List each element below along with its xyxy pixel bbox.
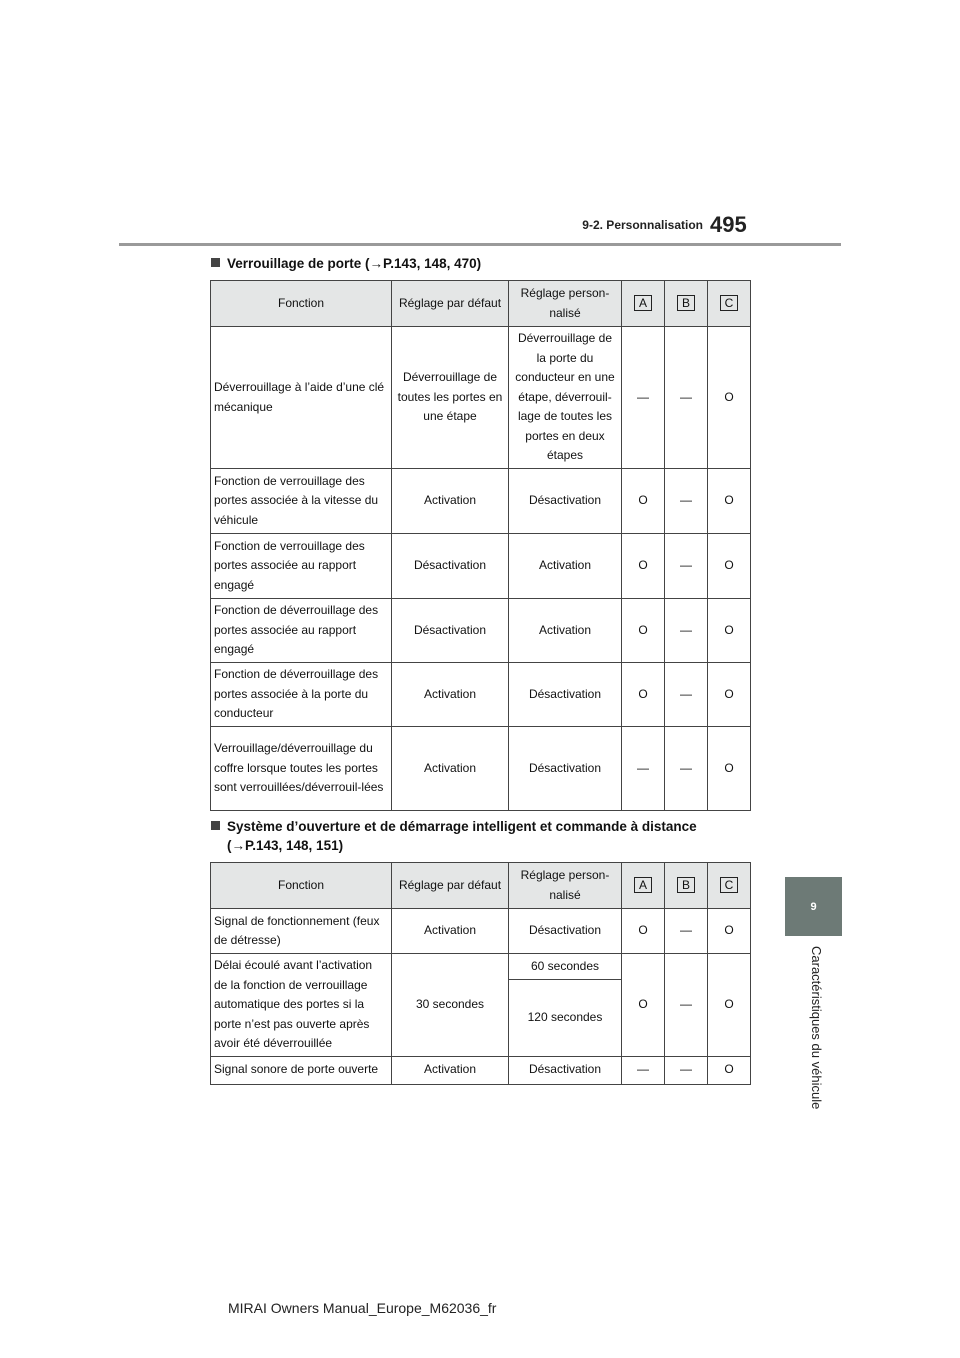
cell-a: O xyxy=(622,663,665,727)
column-header-custom: Réglage person-nalisé xyxy=(509,281,622,327)
square-bullet-icon xyxy=(211,258,220,267)
page-number: 495 xyxy=(710,212,747,237)
cell-b: — xyxy=(665,534,708,599)
cell-c: O xyxy=(708,534,751,599)
chapter-tab xyxy=(785,877,842,936)
cell-c: O xyxy=(708,663,751,727)
cell-custom: Désactivation xyxy=(509,909,622,954)
cell-custom: 60 secondes xyxy=(509,954,622,980)
table-row xyxy=(211,954,751,980)
cell-b: — xyxy=(665,727,708,811)
cell-custom: Activation xyxy=(509,599,622,663)
cell-custom: Activation xyxy=(509,534,622,599)
cell-function: Signal sonore de porte ouverte xyxy=(211,1056,392,1084)
cell-c: O xyxy=(708,1056,751,1084)
cell-custom: Déverrouillage de la porte du conducteur en une étape, déverrouil-lage de toutes les portes en deux étapes xyxy=(509,327,622,469)
cell-default: Activation xyxy=(392,727,509,811)
cell-function: Verrouillage/déverrouillage du coffre lorsque toutes les portes sont verrouillées/déverrouil-lées xyxy=(211,727,392,811)
cell-b: — xyxy=(665,909,708,954)
cell-function: Déverrouillage à l’aide d’une clé mécanique xyxy=(211,327,392,469)
document-footer: MIRAI Owners Manual_Europe_M62036_fr xyxy=(228,1300,497,1316)
cell-default: Déverrouillage de toutes les portes en une étape xyxy=(392,327,509,469)
cell-c: O xyxy=(708,954,751,1057)
cell-default: Activation xyxy=(392,469,509,534)
cell-function: Signal de fonctionnement (feux de détresse) xyxy=(211,909,392,954)
cell-default: Activation xyxy=(392,663,509,727)
cell-b: — xyxy=(665,327,708,469)
cell-default: Activation xyxy=(392,909,509,954)
header-divider xyxy=(119,243,841,246)
cell-custom: Désactivation xyxy=(509,469,622,534)
cell-b: — xyxy=(665,663,708,727)
section-title-line1: Système d’ouverture et de démarrage intelligent et commande à distance xyxy=(227,819,697,834)
cell-function: Fonction de déverrouillage des portes associée à la porte du conducteur xyxy=(211,663,392,727)
boxed-letter-a: A xyxy=(634,877,652,893)
section-heading-door-lock xyxy=(211,254,481,273)
cell-a: — xyxy=(622,727,665,811)
cell-c: O xyxy=(708,469,751,534)
cell-a: — xyxy=(622,1056,665,1084)
table-row xyxy=(211,599,751,663)
boxed-letter-c: C xyxy=(720,877,738,893)
cell-function: Fonction de verrouillage des portes associée à la vitesse du véhicule xyxy=(211,469,392,534)
cell-b: — xyxy=(665,1056,708,1084)
cell-default: Activation xyxy=(392,1056,509,1084)
smart-entry-settings-table xyxy=(210,862,751,1085)
column-header-custom: Réglage person-nalisé xyxy=(509,863,622,909)
cell-function: Délai écoulé avant l’activation de la fonction de verrouillage automatique des portes si la porte n’est pas ouverte après avoir été déverrouillée xyxy=(211,954,392,1057)
table-row xyxy=(211,1056,751,1084)
cell-default: Désactivation xyxy=(392,599,509,663)
cell-a: O xyxy=(622,909,665,954)
boxed-letter-b: B xyxy=(677,877,695,893)
cell-b: — xyxy=(665,599,708,663)
cell-default: 30 secondes xyxy=(392,954,509,1057)
table-header-row xyxy=(211,281,751,327)
cell-default: Désactivation xyxy=(392,534,509,599)
table-row xyxy=(211,469,751,534)
column-header-b xyxy=(665,863,708,909)
cell-a: O xyxy=(622,469,665,534)
cell-a: O xyxy=(622,954,665,1057)
chapter-number: 9 xyxy=(810,900,817,913)
cell-custom: 120 secondes xyxy=(509,980,622,1056)
table-row xyxy=(211,727,751,811)
cell-a: O xyxy=(622,599,665,663)
column-header-a xyxy=(622,863,665,909)
cell-c: O xyxy=(708,727,751,811)
cell-custom: Désactivation xyxy=(509,1056,622,1084)
cell-a: O xyxy=(622,534,665,599)
cell-custom: Désactivation xyxy=(509,727,622,811)
cell-function: Fonction de déverrouillage des portes associée au rapport engagé xyxy=(211,599,392,663)
cell-c: O xyxy=(708,909,751,954)
cell-c: O xyxy=(708,599,751,663)
section-title: Verrouillage de porte (→P.143, 148, 470) xyxy=(227,256,482,271)
column-header-c xyxy=(708,281,751,327)
boxed-letter-c: C xyxy=(720,295,738,311)
table-row xyxy=(211,327,751,469)
column-header-function: Fonction xyxy=(211,281,392,327)
cell-custom: Désactivation xyxy=(509,663,622,727)
boxed-letter-a: A xyxy=(634,295,652,311)
column-header-default: Réglage par défaut xyxy=(392,863,509,909)
cell-c: O xyxy=(708,327,751,469)
section-heading-smart-entry xyxy=(211,817,697,855)
column-header-b xyxy=(665,281,708,327)
table-row xyxy=(211,663,751,727)
cell-a: — xyxy=(622,327,665,469)
table-row xyxy=(211,909,751,954)
column-header-function: Fonction xyxy=(211,863,392,909)
column-header-default: Réglage par défaut xyxy=(392,281,509,327)
boxed-letter-b: B xyxy=(677,295,695,311)
square-bullet-icon xyxy=(211,821,220,830)
column-header-c xyxy=(708,863,751,909)
cell-b: — xyxy=(665,954,708,1057)
table-header-row xyxy=(211,863,751,909)
cell-function: Fonction de verrouillage des portes associée au rapport engagé xyxy=(211,534,392,599)
table-row xyxy=(211,534,751,599)
running-header-section: 9-2. Personnalisation xyxy=(582,218,703,232)
section-title-line2: (→P.143, 148, 151) xyxy=(227,838,344,853)
column-header-a xyxy=(622,281,665,327)
cell-b: — xyxy=(665,469,708,534)
door-lock-settings-table xyxy=(210,280,751,811)
chapter-title: Caractéristiques du véhicule xyxy=(809,946,824,1110)
